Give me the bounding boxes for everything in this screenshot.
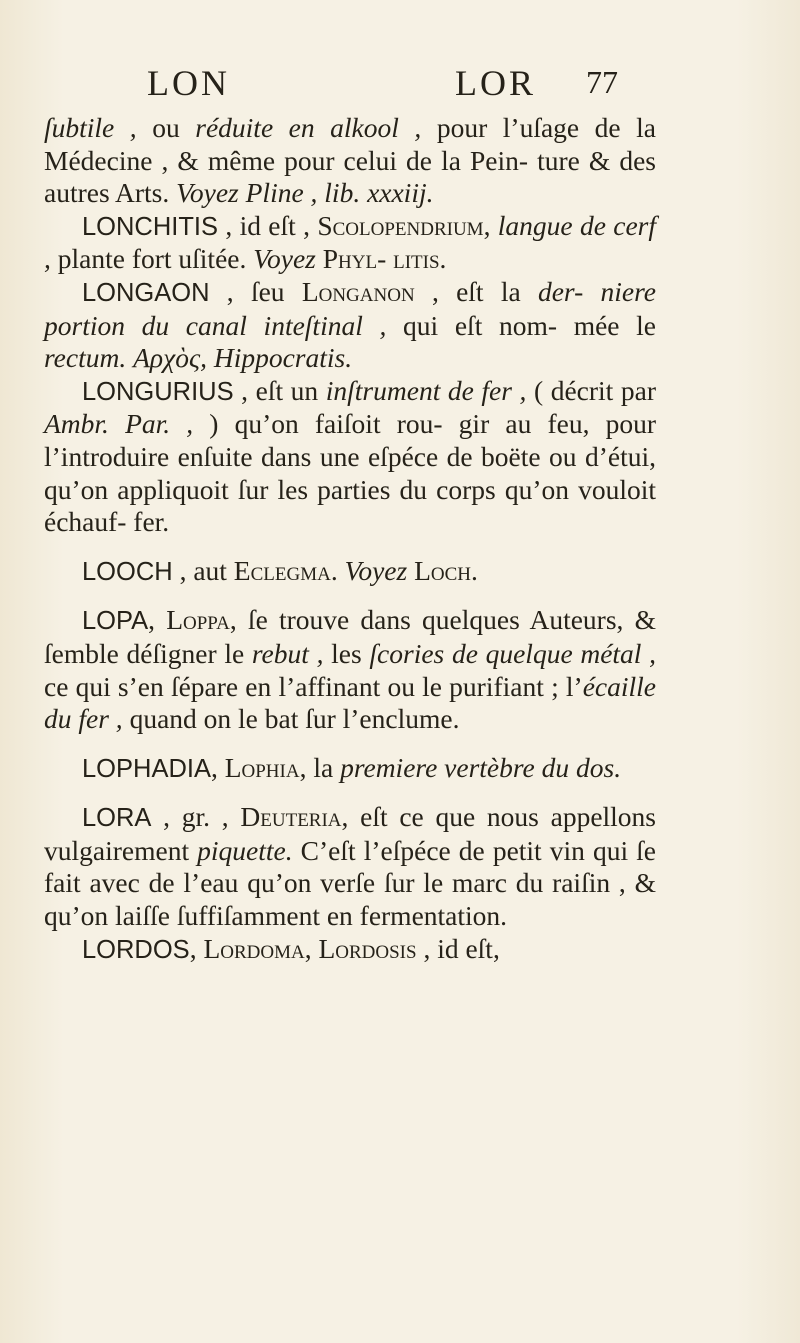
entry-text: , ſeu: [209, 275, 302, 307]
body-text: [44, 112, 656, 966]
entry-text: , la: [299, 751, 341, 783]
entry-text: , eſt un: [233, 374, 326, 406]
entry-continuation: [44, 112, 656, 210]
entry-text: ,: [304, 932, 319, 964]
entry-looch: [44, 555, 656, 589]
entry-text: .: [330, 554, 345, 586]
entry-text: , gr. ,: [151, 801, 241, 833]
entry-text: ce qui s’en ſépare en l’affinant ou le purifiant ; l’: [44, 670, 583, 702]
italic-reference: Voyez: [344, 554, 408, 586]
headword: LOPHADIA: [82, 754, 211, 783]
page-number: 77: [586, 64, 618, 100]
italic-reference: Voyez: [253, 243, 316, 275]
italic-text: ſcories de quelque métal ,: [369, 637, 657, 669]
headword: LOOCH: [82, 557, 173, 586]
entry-text: , id eſt ,: [218, 209, 318, 241]
entry-text: quand on le bat ſur l’enclume.: [122, 703, 460, 735]
entry-text: plante fort uſitée.: [50, 243, 254, 275]
italic-reference: Voyez Pline , lib. xxxiij.: [176, 177, 434, 209]
italic-text: ſubtile ,: [44, 112, 137, 143]
italic-text: premiere vertèbre du dos.: [340, 751, 622, 783]
small-caps-text: Lordoma: [203, 932, 305, 964]
entry-text: , aut: [172, 554, 234, 586]
entry-text: C’eſt l’eſpéce de petit vin qui ſe fait avec de l’eau qu’on verſe ſur le marc du raiſin , & qu’on laiſſe ſuffiſamment en fermentation.: [44, 834, 656, 932]
italic-text: réduite en alkool ,: [195, 112, 422, 143]
small-caps-text: Deuteria: [240, 801, 342, 833]
entry-longurius: [44, 375, 656, 539]
small-caps-text: Phyl- litis.: [322, 243, 447, 275]
headword: LORDOS: [82, 935, 190, 964]
small-caps-text: Lophia: [224, 751, 300, 783]
italic-text: rectum. Αρχὸς, Hippocratis.: [44, 342, 353, 374]
entry-text: ) qu’on faiſoit rou- gir au feu, pour l’introduire enſuite dans une eſpéce de boëte ou d’étui, qu’on appliquoit ſur les parties du corps qu’on vouloit échauf- fer.: [44, 408, 656, 538]
entry-text: ou: [136, 112, 196, 143]
small-caps-text: Scolopendrium: [317, 209, 484, 241]
headword: LOPA: [82, 607, 149, 636]
small-caps-text: Eclegma: [233, 554, 331, 586]
entry-text: [316, 243, 323, 274]
italic-text: rebut ,: [251, 637, 324, 669]
entry-lonchitis: [44, 210, 656, 276]
entry-text: , id eſt,: [416, 932, 500, 964]
entry-text: ,: [210, 751, 225, 783]
entry-text: , eſt la: [414, 275, 538, 307]
entry-longaon: [44, 276, 656, 375]
entry-text: ,: [483, 209, 498, 241]
headword: LONGURIUS: [82, 377, 234, 406]
headword: LONCHITIS: [82, 212, 219, 241]
entry-text: , ſe trouve dans quelques Auteurs, & ſemble déſigner le: [44, 604, 657, 669]
italic-text: écaille du fer ,: [44, 670, 656, 735]
entry-text: , eſt ce que nous appellons vulgairement: [44, 801, 657, 866]
entry-text: ,: [189, 932, 204, 964]
italic-text: piquette.: [197, 834, 293, 866]
small-caps-text: Lordosis: [318, 932, 417, 964]
small-caps-text: Loch.: [414, 554, 478, 586]
running-header: [0, 48, 800, 108]
entry-lordos: [44, 933, 656, 967]
header-left-guideword: LON: [147, 63, 230, 103]
italic-text: inſtrument de fer ,: [325, 374, 527, 406]
entry-text: ( décrit par: [526, 374, 656, 406]
entry-text: ,: [148, 604, 167, 636]
small-caps-text: Longanon: [301, 275, 415, 307]
header-right-guideword: LOR: [455, 63, 536, 103]
headword: LORA: [82, 804, 152, 833]
entry-text: qui eſt nom- mée le: [386, 309, 656, 341]
italic-reference: Ambr. Par. ,: [44, 408, 194, 440]
small-caps-text: Loppa: [166, 604, 230, 636]
entry-lophadia: [44, 752, 656, 786]
entry-lora: [44, 801, 656, 932]
italic-text: der- niere portion du canal inteſtinal ,: [44, 275, 656, 341]
entry-text: les: [323, 637, 370, 669]
headword: LONGAON: [82, 278, 210, 307]
entry-lopa: [44, 604, 656, 735]
italic-text: langue de cerf ,: [44, 209, 656, 275]
entry-text: pour l’uſage de la Médecine , & même pour celui de la Pein- ture & des autres Arts.: [44, 112, 656, 209]
